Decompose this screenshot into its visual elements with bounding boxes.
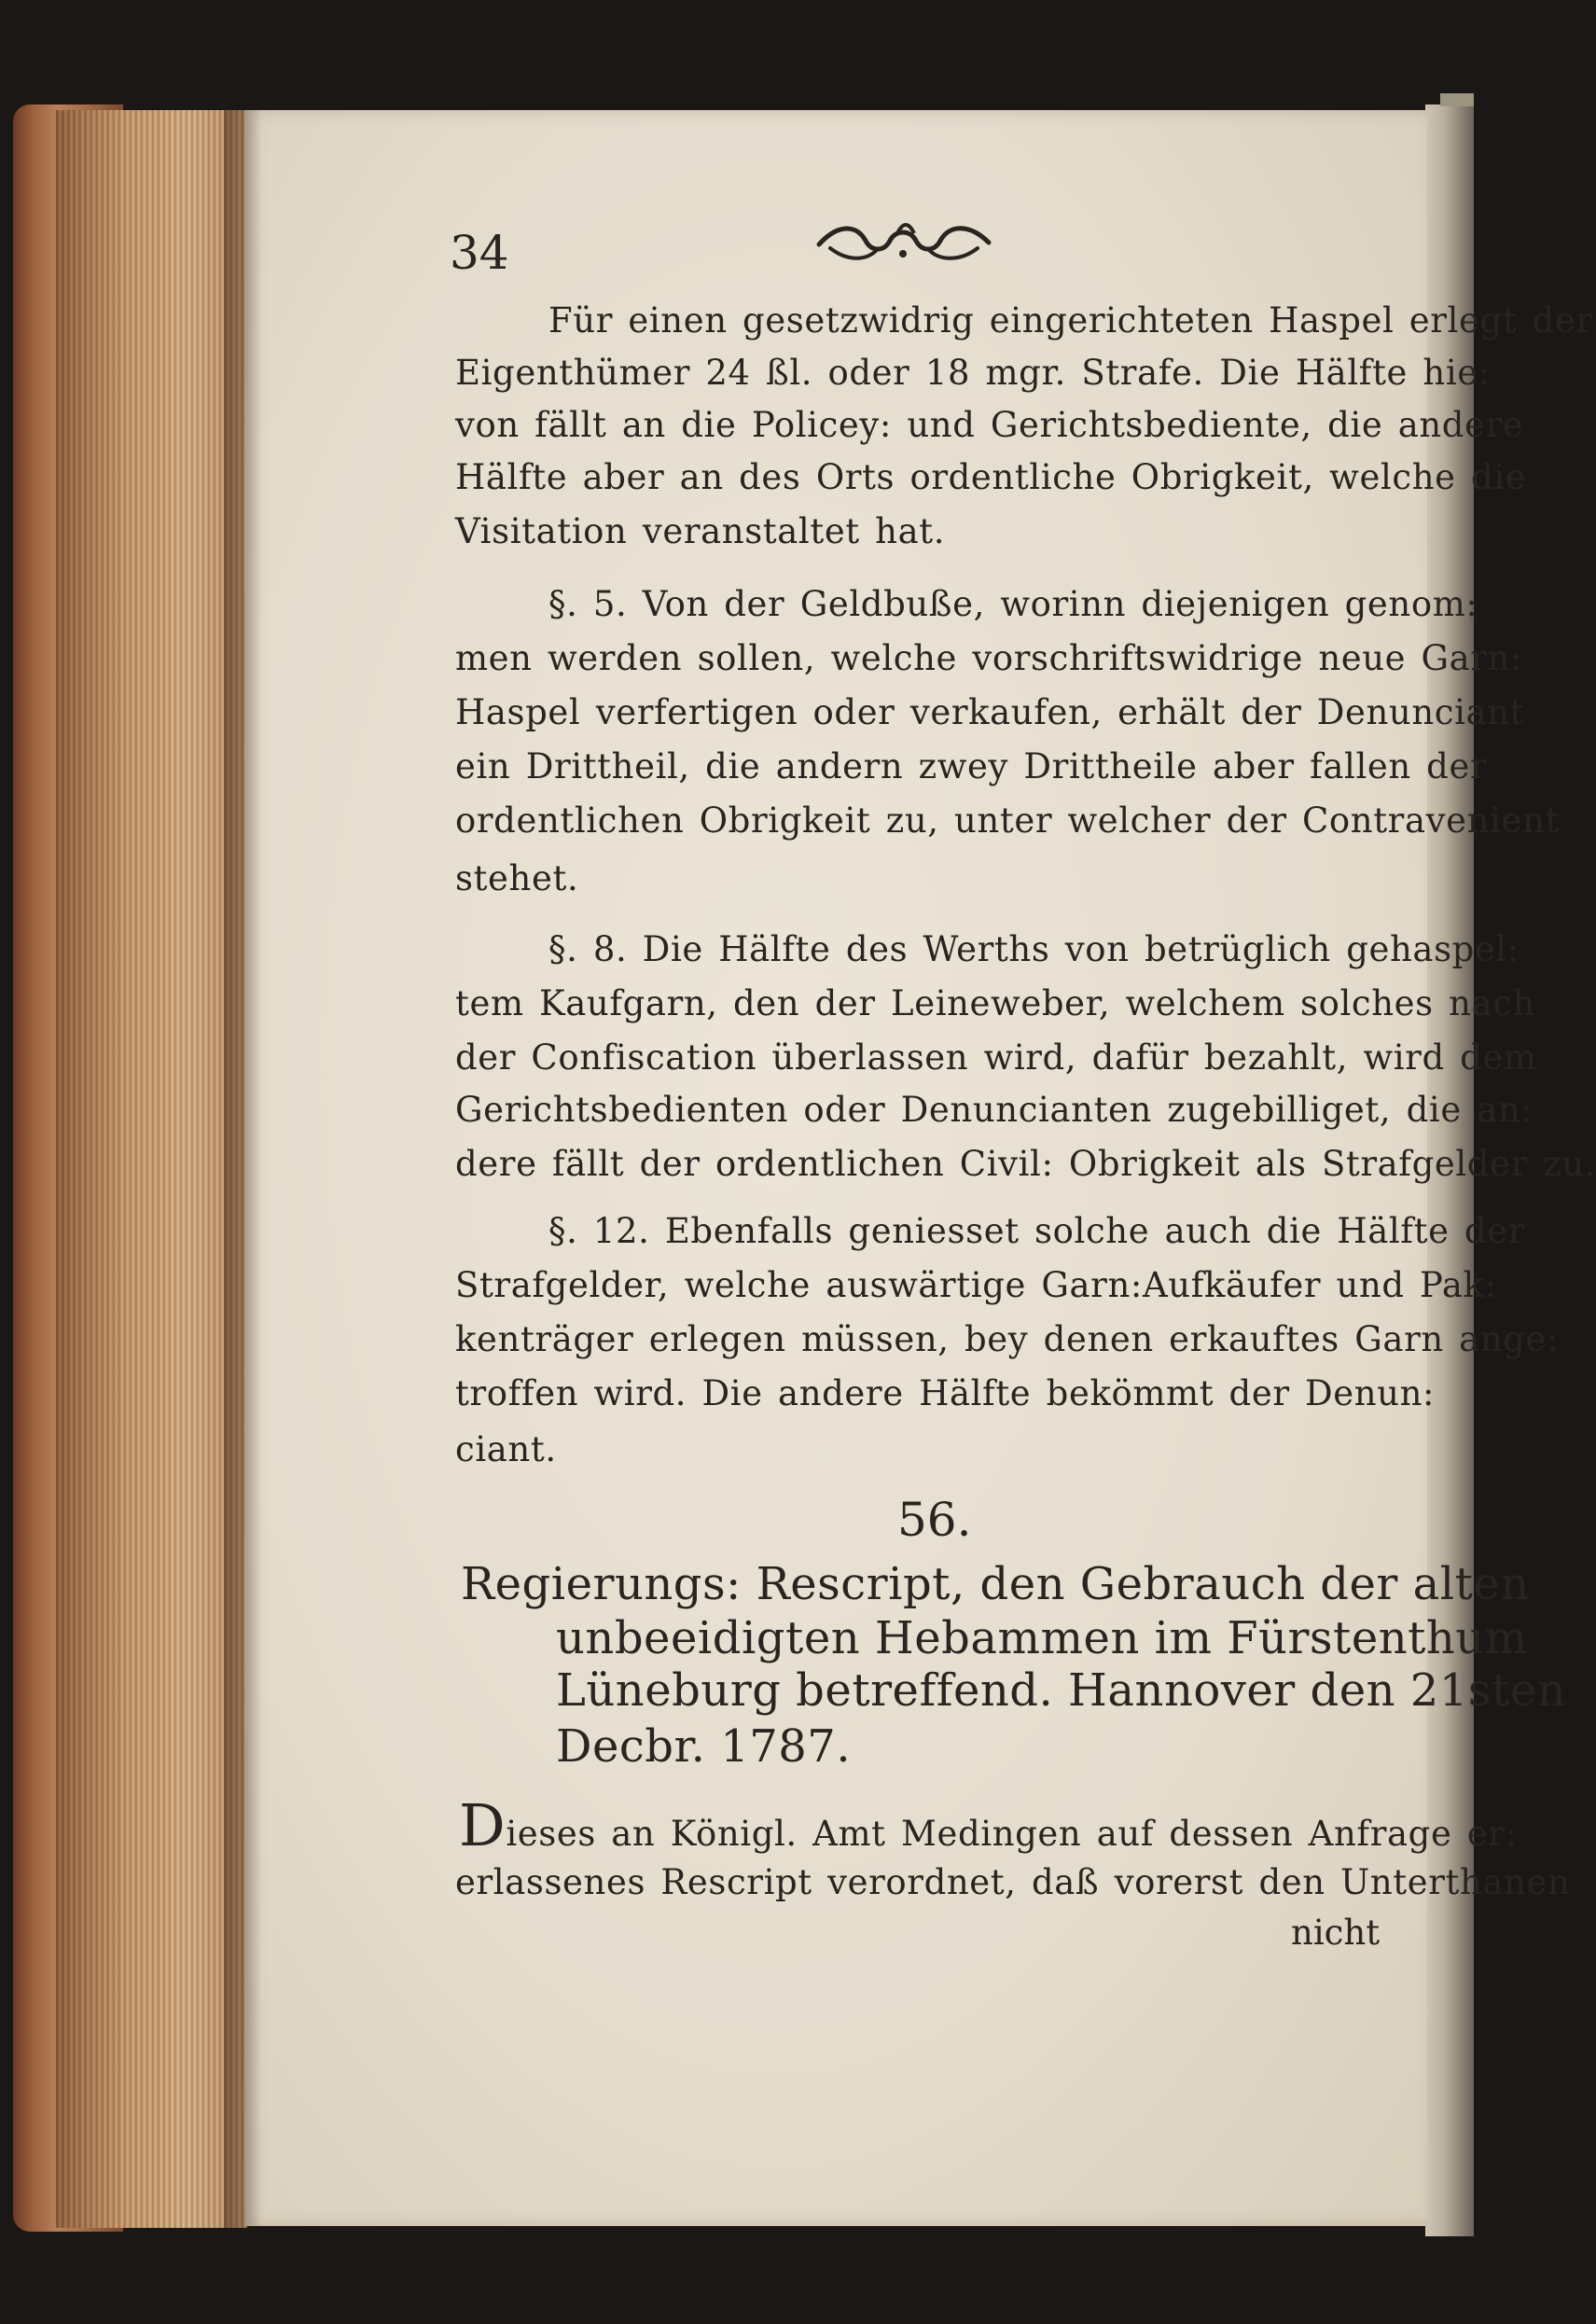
section-heading-line: unbeeidigten Hebammen im Fürstenthum [556,1612,1528,1664]
body-line: troffen wird. Die andere Hälfte bekömmt der Denun: [455,1373,1436,1413]
body-line: stehet. [455,858,579,898]
body-line: men werden sollen, welche vorschriftswidrige neue Garn: [455,638,1523,678]
section-heading-line: Regierungs: Rescript, den Gebrauch der alten [461,1558,1530,1610]
body-line: §. 8. Die Hälfte des Werths von betrüglich gehaspel: [548,929,1520,969]
page-number: 34 [450,226,509,280]
body-line: Visitation veranstaltet hat. [455,511,946,551]
body-line: Eigenthümer 24 ßl. oder 18 mgr. Strafe. Die Hälfte hie: [455,353,1491,393]
final-paragraph-line: erlassenes Rescript verordnet, daß vorerst den Unterthanen [455,1862,1571,1902]
page-edges-stack [56,110,247,2228]
body-line: ein Drittheil, die andern zwey Drittheile aber fallen der [455,746,1488,786]
final-paragraph-line [459,1791,1518,1859]
gutter-shadow [224,110,261,2228]
drop-cap: D [459,1791,507,1859]
body-line: der Confiscation überlassen wird, dafür bezahlt, wird dem [455,1037,1537,1078]
body-line: Für einen gesetzwidrig eingerichteten Haspel erlegt der [548,300,1593,341]
body-line: dere fällt der ordentlichen Civil: Obrigkeit als Strafgelder zu. [455,1144,1596,1184]
body-line: ciant. [455,1429,557,1469]
body-line: Strafgelder, welche auswärtige Garn:Aufkäufer und Pak: [455,1265,1497,1305]
body-line: von fällt an die Policey: und Gerichtsbediente, die andere [455,405,1524,445]
body-line: Hälfte aber an des Orts ordentliche Obrigkeit, welche die [455,457,1527,497]
body-line: Haspel verfertigen oder verkaufen, erhält der Denunciant [455,692,1525,732]
section-heading-line: Decbr. 1787. [556,1720,852,1773]
right-page-sliver [1440,93,1474,106]
catchword: nicht [1291,1913,1381,1953]
final-line-text: ieses an Königl. Amt Medingen auf dessen Anfrage er: [506,1814,1518,1854]
decorative-scroll-ornament-icon [810,215,996,271]
section-heading-line: Lüneburg betreffend. Hannover den 21sten [556,1664,1567,1717]
body-line: kenträger erlegen müssen, bey denen erkauftes Garn ange: [455,1319,1560,1359]
body-line: §. 12. Ebenfalls geniesset solche auch die Hälfte der [548,1211,1525,1251]
body-line: §. 5. Von der Geldbuße, worinn diejenigen genom: [548,584,1478,624]
body-line: Gerichtsbedienten oder Denuncianten zugebilliget, die an: [455,1090,1534,1130]
body-line: tem Kaufgarn, den der Leineweber, welchem solches nach [455,983,1535,1023]
body-line: ordentlichen Obrigkeit zu, unter welcher der Contravenient [455,800,1560,841]
section-number: 56. [897,1493,972,1547]
